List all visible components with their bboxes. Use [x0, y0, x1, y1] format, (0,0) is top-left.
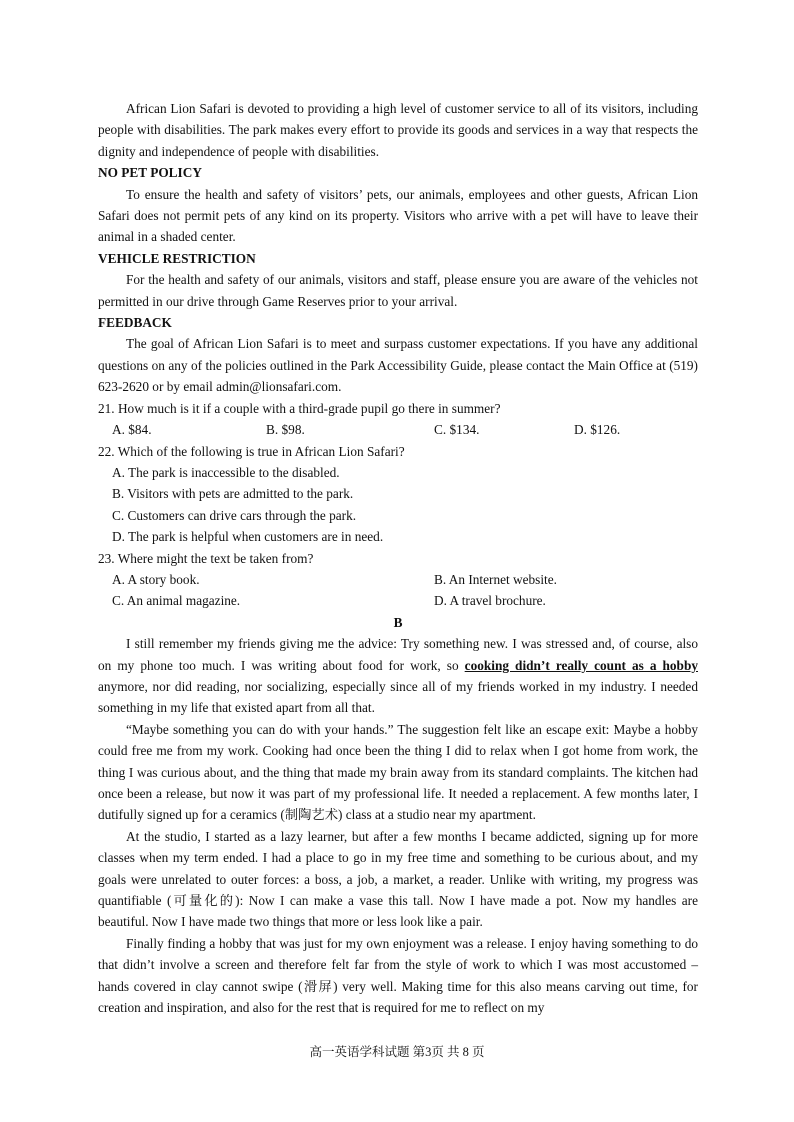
question-23-option-d: D. A travel brochure.: [434, 593, 546, 609]
question-22-option-b: B. Visitors with pets are admitted to the park.: [112, 486, 354, 502]
question-22-option-a: A. The park is inaccessible to the disabled.: [112, 464, 340, 480]
question-23-options-row-2: [98, 590, 698, 611]
question-23: 23. Where might the text be taken from?: [98, 550, 314, 566]
question-23-option-c: C. An animal magazine.: [112, 593, 241, 609]
exam-page: [98, 98, 698, 1018]
section-heading-feedback: FEEDBACK: [98, 315, 172, 331]
question-22: 22. Which of the following is true in African Lion Safari?: [98, 443, 405, 459]
question-21-options: [98, 419, 698, 440]
question-23-option-b: B. An Internet website.: [434, 571, 557, 587]
section-heading-no-pet: NO PET POLICY: [98, 165, 202, 181]
question-23-options-row-1: [98, 569, 698, 590]
passage-b-paragraph-2: “Maybe something you can do with your hands.” The suggestion felt like an escape exit: Maybe a hobby could free me from my work. Cooking had once been the thing I did to relax when I got home from work, the thing I was curious about, and the thing that made my brain away from its standard complaints. The kitchen had once been a release, but now it was part of my professional life. It needed a replacement. A few months later, I dutifully signed up for a ceramics (制陶艺术) class at a studio near my apartment.: [98, 721, 698, 823]
question-21-option-d: D. $126.: [574, 422, 621, 438]
section-body-no-pet: To ensure the health and safety of visitors’ pets, our animals, employees and other guests, African Lion Safari does not permit pets of any kind on its property. Visitors who arrive with a pet will have to leave their animal in a shaded center.: [98, 186, 698, 245]
question-21-option-b: B. $98.: [266, 422, 305, 438]
question-21: 21. How much is it if a couple with a third-grade pupil go there in summer?: [98, 400, 501, 416]
passage-b-paragraph-1: [98, 633, 698, 719]
question-21-option-c: C. $134.: [434, 422, 480, 438]
question-22-option-d: D. The park is helpful when customers are in need.: [112, 529, 384, 545]
section-heading-vehicle: VEHICLE RESTRICTION: [98, 250, 256, 266]
section-body-vehicle: For the health and safety of our animals, visitors and staff, please ensure you are aware of the vehicles not permitted in our drive through Game Reserves prior to your arrival.: [98, 272, 698, 309]
intro-paragraph: African Lion Safari is devoted to providing a high level of customer service to all of its visitors, including people with disabilities. The park makes every effort to provide its goods and services in a way that respects the dignity and independence of people with disabilities.: [98, 101, 698, 159]
underlined-phrase: cooking didn’t really count as a hobby: [464, 657, 698, 673]
question-22-option-c: C. Customers can drive cars through the park.: [112, 507, 357, 523]
section-b-label: B: [393, 614, 403, 630]
question-23-option-a: A. A story book.: [112, 571, 200, 587]
passage-b-paragraph-3: At the studio, I started as a lazy learner, but after a few months I became addicted, signing up for more classes when my term ended. I had a place to go in my free time and something to be curious about, and my goals were unrelated to outer forces: a boss, a job, a market, a reader. Unlike with writing, my progress was quantifiable (可量化的): Now I can make a vase this tall. Now I have made a pot. Now my handles are beautiful. Now I have made two things that more or less look like a pair.: [98, 828, 698, 930]
section-body-feedback: The goal of African Lion Safari is to meet and surpass customer expectations. If you have any additional questions on any of the policies outlined in the Park Accessibility Guide, please contact the Main Office at (519) 623-2620 or by email admin@lionsafari.com.: [98, 336, 698, 395]
page-footer: 高一英语学科试题 第3页 共 8 页: [309, 1045, 485, 1059]
question-21-option-a: A. $84.: [112, 422, 152, 438]
passage-b-p1-before: I still remember my friends giving me the advice: Try something new. I was stressed and, of course, also on my phone too much. I was writing about food for work, so: [98, 636, 698, 673]
passage-b-p1-after: anymore, nor did reading, nor socializing, especially since all of my friends worked in my industry. I needed something in my life that existed apart from all that.: [98, 678, 698, 716]
passage-b-paragraph-4: Finally finding a hobby that was just for my own enjoyment was a release. I enjoy having something to do that didn’t involve a screen and therefore felt far from the style of work to which I was most accustomed – hands covered in clay cannot swipe (滑屏) very well. Making time for this also means carving out time, for creation and inspiration, and also for the rest that is required for me to reflect on my: [98, 935, 698, 1016]
